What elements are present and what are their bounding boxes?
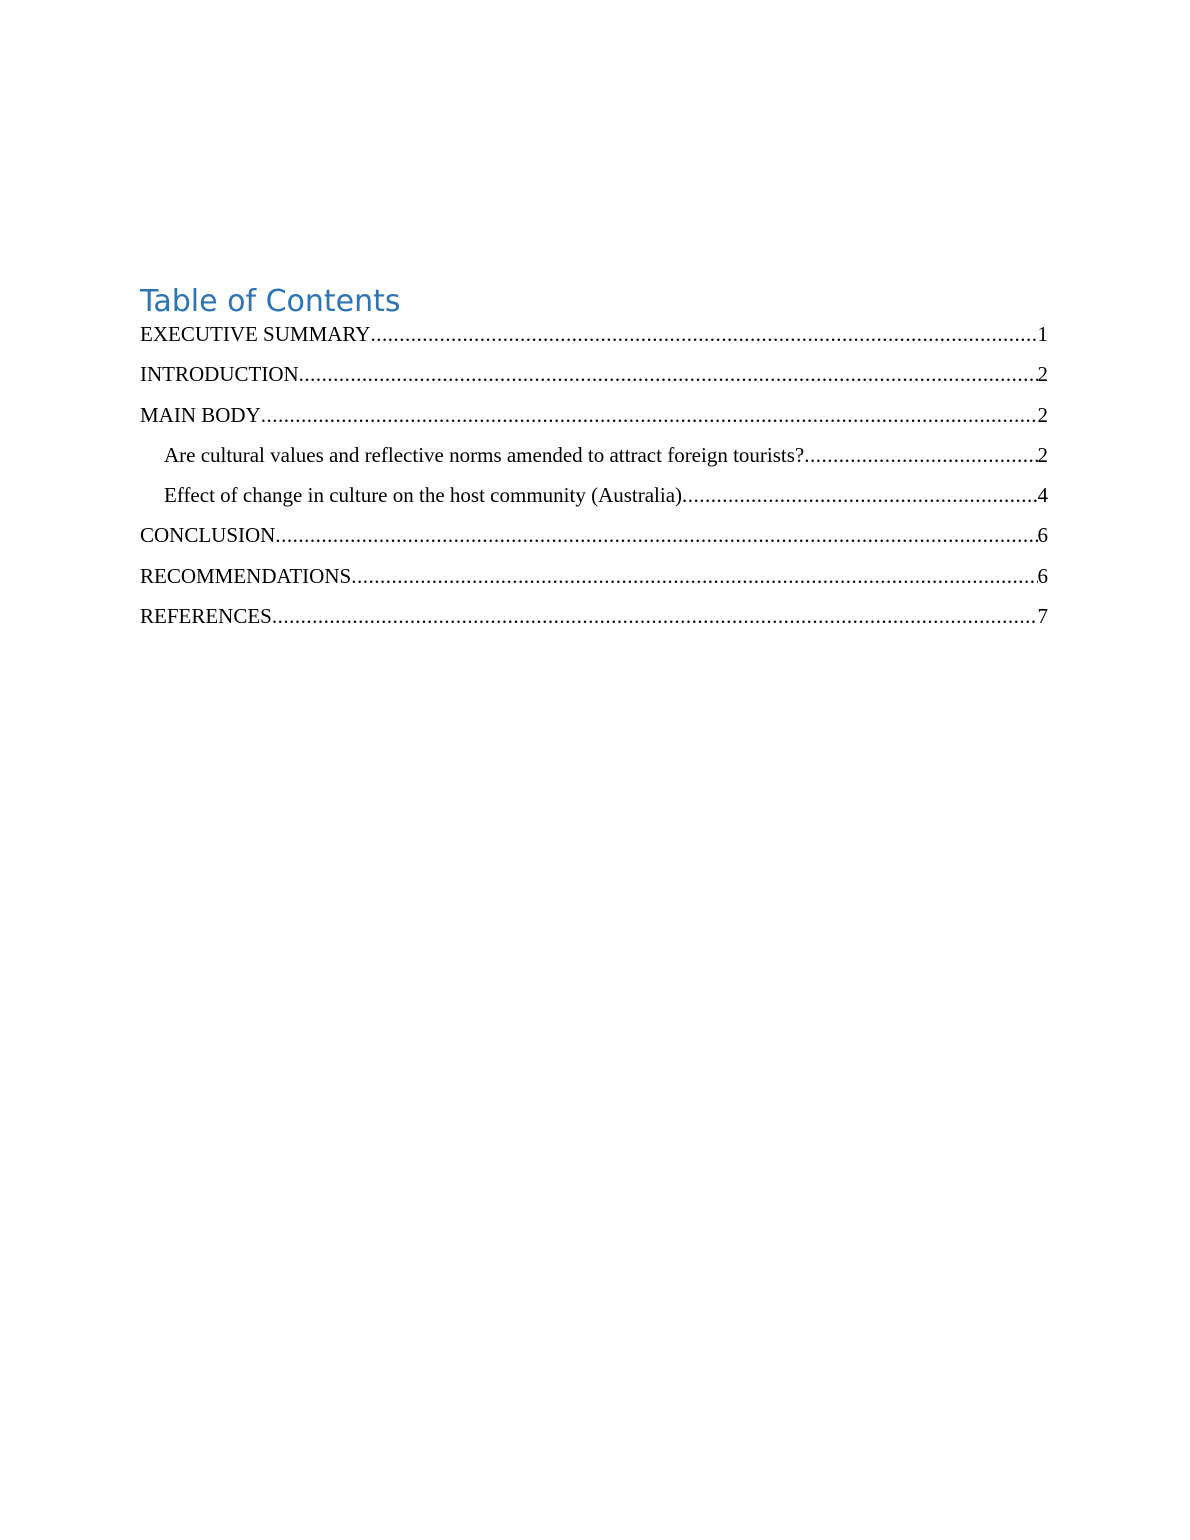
- toc-entry-effect-of-change[interactable]: [140, 483, 1048, 523]
- toc-entry-label: REFERENCES: [140, 604, 272, 629]
- toc-entry-label: Are cultural values and reflective norms amended to attract foreign tourists?: [164, 442, 805, 467]
- toc-dot-leader: [299, 362, 1038, 387]
- toc-page-number: 7: [1037, 604, 1048, 629]
- toc-page-number: 1: [1037, 322, 1048, 346]
- toc-dot-leader: [370, 322, 1037, 347]
- toc-entry-references[interactable]: [140, 604, 1048, 644]
- toc-entry-introduction[interactable]: [140, 362, 1048, 402]
- toc-dot-leader: [351, 564, 1037, 589]
- toc-page-number: 6: [1037, 563, 1048, 588]
- toc-entry-recommendations[interactable]: [140, 564, 1048, 604]
- toc-title: Table of Contents: [140, 284, 401, 319]
- toc-entry-main-body[interactable]: [140, 403, 1048, 443]
- toc-dot-leader: [682, 483, 1037, 508]
- toc-entry-label: Effect of change in culture on the host community (Australia): [164, 483, 683, 508]
- toc-list: [140, 322, 1048, 644]
- toc-entry-label: INTRODUCTION: [140, 362, 299, 387]
- toc-entry-label: EXECUTIVE SUMMARY: [140, 322, 371, 346]
- toc-entry-label: MAIN BODY: [140, 402, 261, 427]
- toc-page-number: 4: [1037, 483, 1048, 508]
- toc-page-number: 2: [1037, 442, 1048, 467]
- toc-entry-cultural-values[interactable]: [140, 443, 1048, 483]
- toc-dot-leader: [275, 523, 1037, 548]
- toc-entry-label: RECOMMENDATIONS: [140, 563, 352, 588]
- table-of-contents: [140, 282, 1048, 644]
- toc-page-number: 2: [1037, 362, 1048, 387]
- toc-entry-executive-summary[interactable]: [140, 322, 1048, 362]
- toc-entry-conclusion[interactable]: [140, 523, 1048, 563]
- toc-page-number: 6: [1037, 523, 1048, 548]
- toc-dot-leader: [272, 604, 1038, 629]
- toc-page-number: 2: [1037, 402, 1048, 427]
- toc-dot-leader: [261, 403, 1038, 428]
- toc-dot-leader: [804, 443, 1037, 468]
- toc-entry-label: CONCLUSION: [140, 523, 276, 548]
